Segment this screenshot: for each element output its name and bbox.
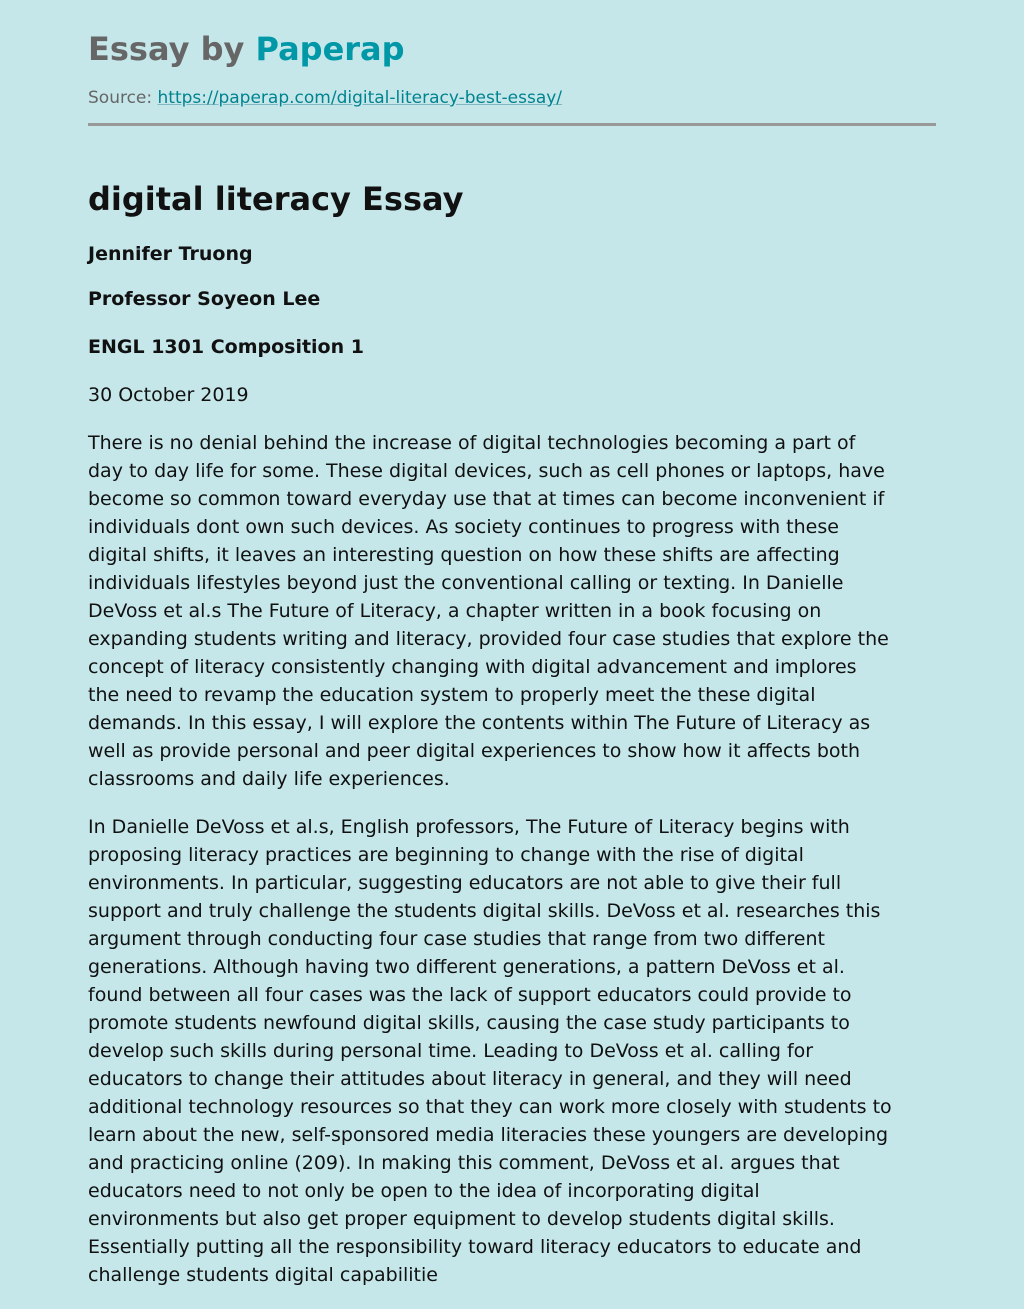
- paragraph-line: generations. Although having two different generations, a pattern DeVoss et al.: [88, 956, 845, 978]
- paragraph-line: expanding students writing and literacy, provided four case studies that explore the: [88, 628, 889, 650]
- paragraph-line: the need to revamp the education system to properly meet the these digital: [88, 684, 816, 706]
- paragraph-line: educators to change their attitudes about literacy in general, and they will need: [88, 1068, 852, 1090]
- paragraph-line: classrooms and daily life experiences.: [88, 768, 450, 790]
- paragraph-line: educators need to not only be open to the idea of incorporating digital: [88, 1180, 760, 1202]
- paragraph-line: There is no denial behind the increase of digital technologies becoming a part of: [88, 432, 856, 454]
- paragraph-line: concept of literacy consistently changing with digital advancement and implores: [88, 656, 857, 678]
- paragraph-line: proposing literacy practices are beginning to change with the rise of digital: [88, 844, 804, 866]
- paragraph-line: individuals lifestyles beyond just the conventional calling or texting. In Danielle: [88, 572, 844, 594]
- paragraph-line: learn about the new, self-sponsored media literacies these youngers are developing: [88, 1124, 889, 1146]
- source-line: [88, 88, 562, 108]
- brand-name: Paperap: [255, 30, 405, 68]
- paragraph-line: demands. In this essay, I will explore the contents within The Future of Literacy as: [88, 712, 871, 734]
- paragraph-1: [88, 429, 889, 793]
- paragraph-line: support and truly challenge the students digital skills. DeVoss et al. researches this: [88, 900, 881, 922]
- site-brand[interactable]: [88, 30, 405, 68]
- paragraph-line: argument through conducting four case studies that range from two different: [88, 928, 825, 950]
- brand-prefix: Essay by: [88, 30, 256, 68]
- paragraph-line: become so common toward everyday use that at times can become inconvenient if: [88, 488, 885, 510]
- source-link[interactable]: https://paperap.com/digital-literacy-best-essay/: [157, 88, 563, 108]
- course-name: ENGL 1301 Composition 1: [88, 336, 364, 358]
- paragraph-line: well as provide personal and peer digital experiences to show how it affects both: [88, 740, 861, 762]
- paragraph-line: individuals dont own such devices. As society continues to progress with these: [88, 516, 839, 538]
- paragraph-2: [88, 813, 892, 1289]
- paragraph-line: develop such skills during personal time. Leading to DeVoss et al. calling for: [88, 1040, 814, 1062]
- professor-name: Professor Soyeon Lee: [88, 288, 321, 310]
- page-title: digital literacy Essay: [88, 180, 464, 218]
- paragraph-line: and practicing online (209). In making this comment, DeVoss et al. argues that: [88, 1152, 840, 1174]
- paragraph-line: found between all four cases was the lack of support educators could provide to: [88, 984, 852, 1006]
- essay-date: 30 October 2019: [88, 384, 249, 406]
- source-label: Source:: [88, 88, 153, 108]
- divider: [88, 123, 936, 126]
- paragraph-line: environments but also get proper equipment to develop students digital skills.: [88, 1208, 835, 1230]
- paragraph-line: day to day life for some. These digital devices, such as cell phones or laptops, have: [88, 460, 885, 482]
- paragraph-line: In Danielle DeVoss et al.s, English professors, The Future of Literacy begins with: [88, 816, 850, 838]
- paragraph-line: environments. In particular, suggesting educators are not able to give their full: [88, 872, 842, 894]
- paragraph-line: additional technology resources so that they can work more closely with students to: [88, 1096, 892, 1118]
- paragraph-line: DeVoss et al.s The Future of Literacy, a chapter written in a book focusing on: [88, 600, 822, 622]
- paragraph-line: challenge students digital capabilitie: [88, 1264, 438, 1286]
- paragraph-line: digital shifts, it leaves an interesting question on how these shifts are affecting: [88, 544, 840, 566]
- paragraph-line: Essentially putting all the responsibility toward literacy educators to educate and: [88, 1236, 862, 1258]
- author-name: Jennifer Truong: [88, 243, 253, 265]
- paragraph-line: promote students newfound digital skills, causing the case study participants to: [88, 1012, 850, 1034]
